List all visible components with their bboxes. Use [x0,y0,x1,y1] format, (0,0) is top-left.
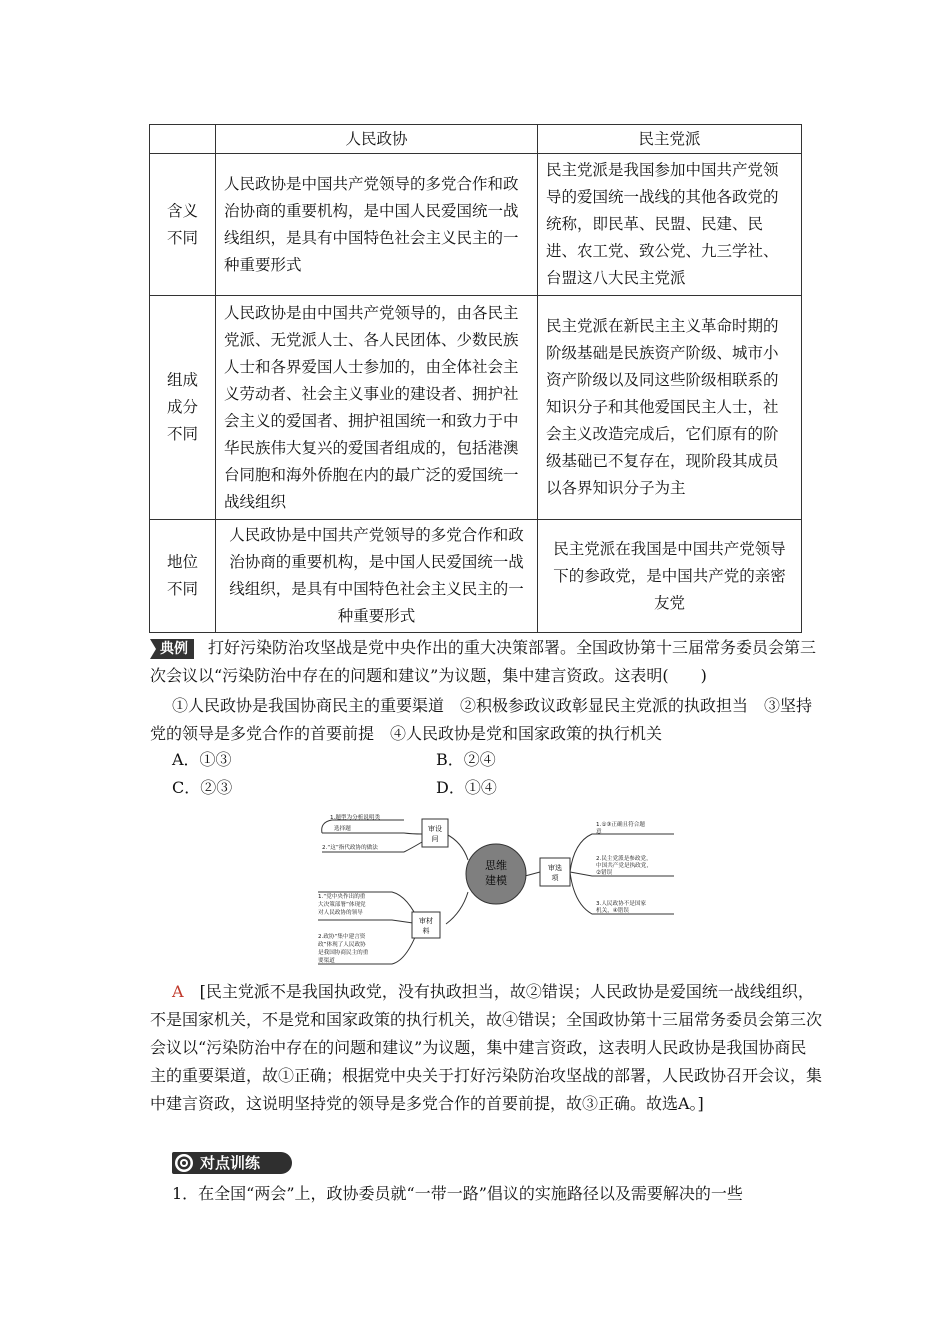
example-question [150,634,822,690]
option-b: B．②④ [436,750,496,769]
answer-letter: A [172,982,184,1001]
answer-explanation [150,978,822,1118]
table-row [150,296,802,520]
table-header-zhengxie: 人民政协 [216,125,538,154]
table-cell: 人民政协是由中国共产党领导的，由各民主党派、无党派人士、各人民团体、少数民族人士和各界爱国人士参加的，由全体社会主义劳动者、社会主义事业的建设者、拥护社会主义的爱国者、拥护祖国统一和致力于中华民族伟大复兴的爱国者组成的，包括港澳台同胞和海外侨胞在内的最广泛的爱国统一战线组织 [216,296,538,520]
mind-o2-line2: 中国共产党是执政党， [596,863,652,869]
example-statements: ①人民政协是我国协商民主的重要渠道 ②积极参政议政彰显民主党派的执政担当 ③坚持党的领导是多党合作的首要前提 ④人民政协是党和国家政策的执行机关 [150,696,813,743]
mind-shen-cailiao-1: 审材 [419,917,433,925]
mind-shen-cailiao-2: 料 [422,927,430,935]
mind-o2-line1: 2.民主党派是参政党， [596,856,652,862]
mind-m1-line3: 对人民政协的领导 [318,910,363,916]
mind-m2-line2: 政”体现了人民政协 [318,942,366,948]
row-label-line: 不同 [166,228,198,247]
mind-m2-line3: 是我国协商民主的重 [318,950,369,956]
table-header-row [150,125,802,154]
practice-banner [172,1152,292,1174]
mind-shen-xuanxiang-1: 审选 [548,864,562,872]
row-label [150,154,216,296]
row-label [150,520,216,633]
mind-o1-line2: 意 [596,829,602,835]
mind-q1-line1: 1.题型为分析说明类 [330,815,381,821]
mind-o2-line3: ②错误 [596,870,613,876]
table-cell: 民主党派是我国参加中国共产党领导的爱国统一战线的其他各政党的统称，即民革、民盟、民建、民进、农工党、致公党、九三学社、台盟这八大民主党派 [538,154,802,296]
row-label-line: 不同 [166,580,198,598]
example-tag: 典例 [150,639,194,659]
mind-q1-line2: 选择题 [334,826,351,832]
row-label-line: 成分 [166,398,198,416]
table-cell: 人民政协是中国共产党领导的多党合作和政治协商的重要机构，是中国人民爱国统一战线组织，是具有中国特色社会主义民主的一种重要形式 [216,154,538,296]
target-icon [174,1153,194,1173]
mind-o3-line2: 机关，④错误 [596,908,629,914]
table-header-dangpai: 民主党派 [538,125,802,154]
option-a: A．①③ [172,750,232,769]
mind-q2: 2.“这”指代政协的做法 [322,845,378,851]
table-row [150,154,802,296]
mind-center-line1: 思维 [485,859,507,872]
mind-o3-line1: 3.人民政协不是国家 [596,901,647,907]
example-question-text: 打好污染防治攻坚战是党中央作出的重大决策部署。全国政协第十三届常务委员会第三次会议以“污染防治中存在的问题和建议”为议题，集中建言资政。这表明( ) [150,638,817,685]
mind-m1-line1: 1.“党中央作出的重 [318,894,366,900]
option-c: C．②③ [172,778,233,797]
mind-shen-she-wen-1: 审设 [428,825,442,833]
row-label-line: 组成 [166,371,198,389]
row-label-line: 不同 [166,425,198,443]
row-label-line: 含义 [166,201,198,220]
table-cell: 民主党派在新民主主义革命时期的阶级基础是民族资产阶级、城市小资产阶级以及同这些阶级相联系的知识分子和其他爱国民主人士，社会主义改造完成后，它们原有的阶级基础已不复存在，现阶段其成员以各界知识分子为主 [538,296,802,520]
practice-banner-label: 对点训练 [200,1154,261,1172]
row-label-line: 地位 [166,553,198,571]
mind-o1-line1: 1.①③正确且符合题 [596,822,645,828]
answer-text: [民主党派不是我国执政党，没有执政担当，故②错误；人民政协是爱国统一战线组织，不是国家机关，不是党和国家政策的执行机关，故④错误；全国政协第十三届常务委员会第三次会议以“污染防治中存在的问题和建议”为议题，集中建言资政，这表明人民政协是我国协商民主的重要渠道，故①正确；根据党中央关于打好污染防治攻坚战的部署，人民政协召开会议，集中建言资政，这说明坚持党的领导是多党合作的首要前提，故③正确。故选A。] [150,982,823,1113]
table-row [150,520,802,633]
mind-m2-line4: 要渠道 [318,958,335,964]
mind-shen-xuanxiang-2: 项 [551,874,559,882]
practice-question-1: 1．在全国“两会”上，政协委员就“一带一路”倡议的实施路径以及需要解决的一些 [172,1184,743,1203]
comparison-table [149,124,802,633]
mind-center-line2: 建模 [485,874,507,887]
table-cell: 人民政协是中国共产党领导的多党合作和政治协商的重要机构，是中国人民爱国统一战线组织，是具有中国特色社会主义民主的一种重要形式 [216,520,538,633]
mind-m2-line1: 2.政协“集中建言资 [318,934,366,940]
row-label [150,296,216,520]
mind-m1-line2: 大决策部署”体现党 [318,902,366,908]
mind-shen-she-wen-2: 问 [431,835,439,843]
table-header-empty [150,125,216,154]
option-d: D．①④ [436,778,497,797]
table-cell: 民主党派在我国是中国共产党领导下的参政党，是中国共产党的亲密友党 [538,520,802,633]
mind-map [312,812,678,972]
